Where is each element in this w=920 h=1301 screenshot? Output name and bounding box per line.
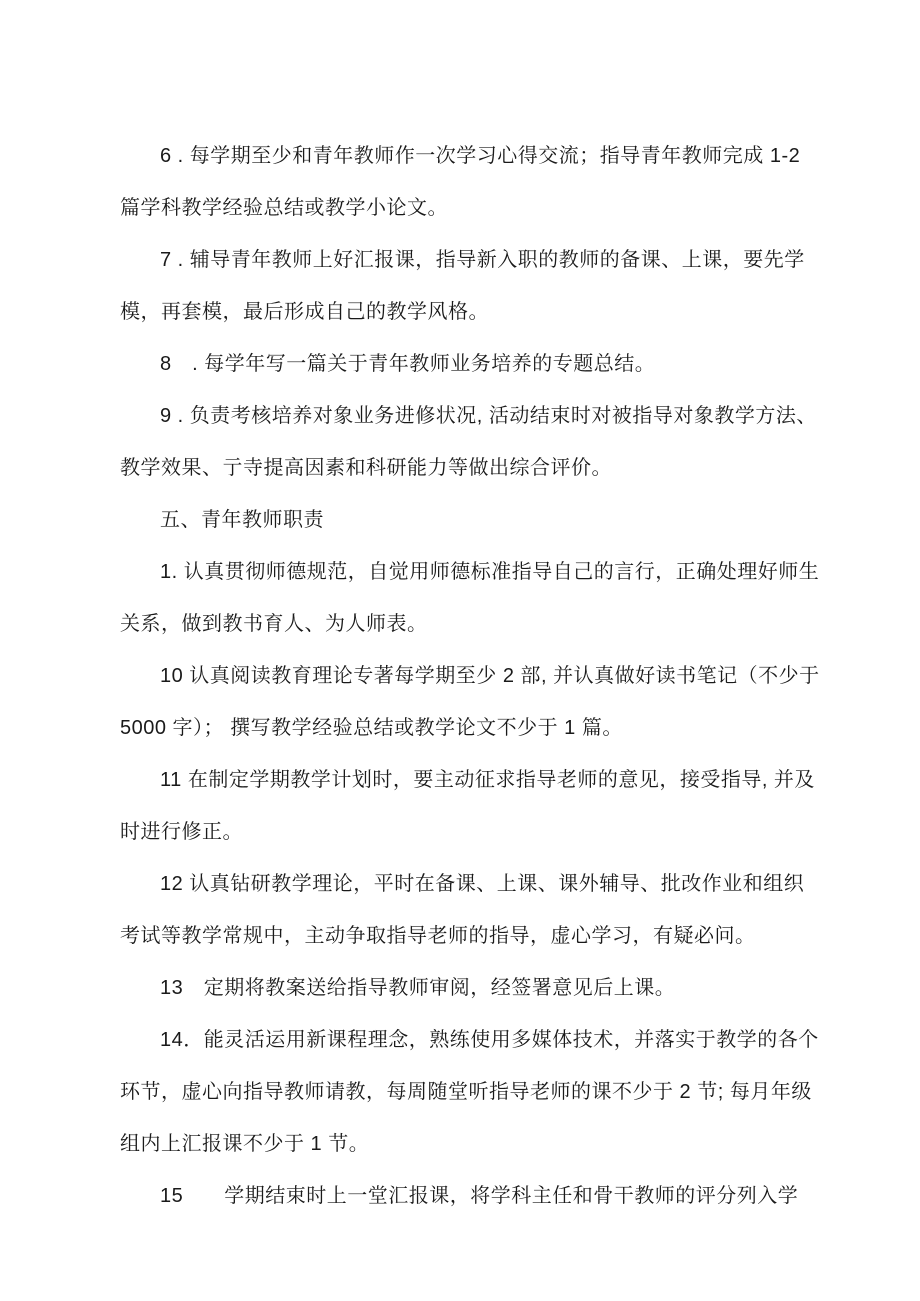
paragraph-line: 时进行修正。	[120, 821, 243, 843]
paragraph-line: 7 . 辅导青年教师上好汇报课，指导新入职的教师的备课、上课，要先学	[160, 249, 805, 271]
paragraph-line: 环节，虚心向指导教师请教，每周随堂听指导老师的课不少于 2 节; 每月年级	[120, 1081, 812, 1103]
paragraph-line: 14．能灵活运用新课程理念，熟练使用多媒体技术，并落实于教学的各个	[160, 1029, 819, 1051]
section-heading	[120, 494, 820, 546]
paragraph-line: 11 在制定学期教学计划时，要主动征求指导老师的意见，接受指导, 并及	[160, 769, 815, 791]
section-heading-text: 五、青年教师职责	[160, 509, 324, 531]
paragraph	[120, 130, 820, 234]
paragraph-line: 篇学科教学经验总结或教学小论文。	[120, 197, 448, 219]
paragraph-line: 1. 认真贯彻师德规范，自觉用师德标准指导自己的言行，正确处理好师生	[160, 561, 820, 583]
paragraph	[120, 1170, 820, 1222]
paragraph-line: 5000 字）； 撰写教学经验总结或教学论文不少于 1 篇。	[120, 717, 623, 739]
paragraph	[120, 234, 820, 338]
paragraph-line: 关系，做到教书育人、为人师表。	[120, 613, 428, 635]
paragraph-line: 组内上汇报课不少于 1 节。	[120, 1133, 370, 1155]
paragraph	[120, 754, 820, 858]
paragraph	[120, 1014, 820, 1170]
paragraph-line: 考试等教学常规中，主动争取指导老师的指导，虚心学习，有疑必问。	[120, 925, 756, 947]
paragraph-line: 13 定期将教案送给指导教师审阅，经签署意见后上课。	[160, 977, 676, 999]
paragraph-line: 15 学期结束时上一堂汇报课，将学科主任和骨干教师的评分列入学	[160, 1185, 799, 1207]
paragraph	[120, 858, 820, 962]
paragraph	[120, 390, 820, 494]
paragraph-line: 9 . 负责考核培养对象业务进修状况, 活动结束时对被指导对象教学方法、	[160, 405, 817, 427]
paragraph	[120, 962, 820, 1014]
paragraph-line: 教学效果、亍寺提高因素和科研能力等做出综合评价。	[120, 457, 612, 479]
paragraph-line: 10 认真阅读教育理论专著每学期至少 2 部, 并认真做好读书笔记（不少于	[160, 665, 820, 687]
paragraph	[120, 650, 820, 754]
paragraph	[120, 546, 820, 650]
paragraph-line: 12 认真钻研教学理论，平时在备课、上课、课外辅导、批改作业和组织	[160, 873, 805, 895]
paragraph	[120, 338, 820, 390]
paragraph-line: 6 . 每学期至少和青年教师作一次学习心得交流；指导青年教师完成 1-2	[160, 145, 801, 167]
paragraph-line: 8 . 每学年写一篇关于青年教师业务培养的专题总结。	[160, 353, 656, 375]
paragraph-line: 模，再套模，最后形成自己的教学风格。	[120, 301, 489, 323]
